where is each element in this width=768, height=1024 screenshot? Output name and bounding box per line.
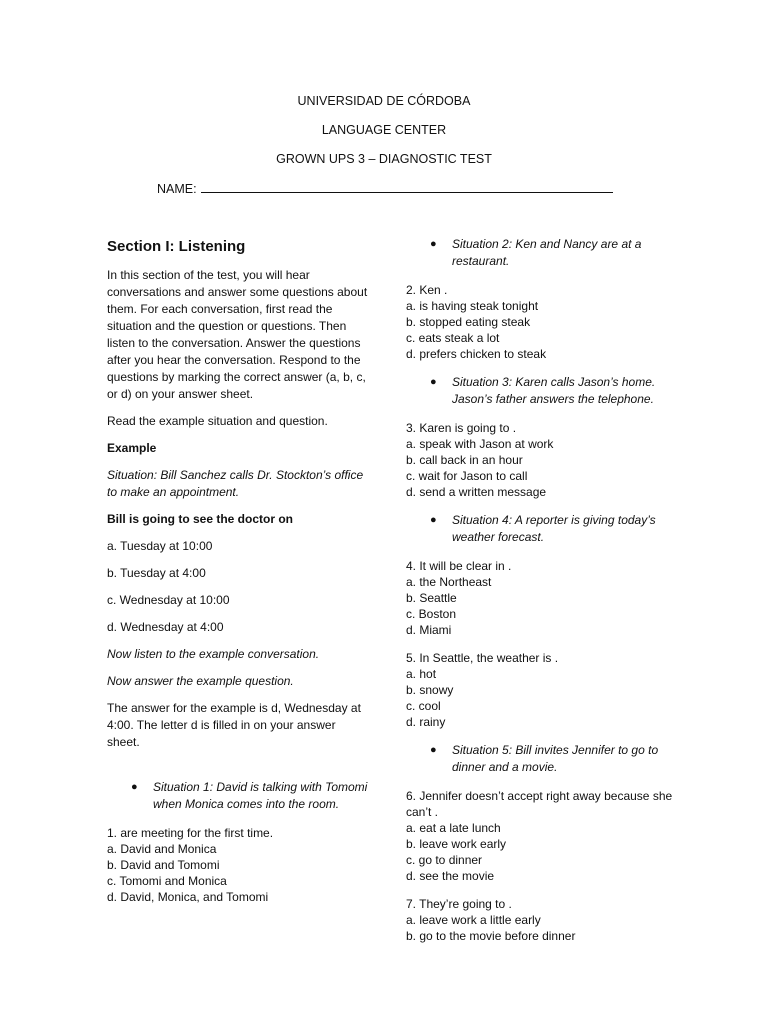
question-4 bbox=[406, 558, 676, 638]
answer-instruction: Now answer the example question. bbox=[107, 674, 294, 688]
bullet-icon: ● bbox=[430, 744, 437, 756]
answer-option: d. send a written message bbox=[406, 485, 547, 499]
answer-option: a. hot bbox=[406, 667, 437, 681]
situation-text: Situation 4: A reporter is giving today’s weather forecast. bbox=[452, 513, 656, 544]
answer-option: d. rainy bbox=[406, 715, 446, 729]
answer-option: b. call back in an hour bbox=[406, 453, 523, 467]
answer-option: d. prefers chicken to steak bbox=[406, 347, 547, 361]
bullet-icon: ● bbox=[430, 238, 437, 250]
situation-3 bbox=[406, 374, 676, 408]
situation-5 bbox=[406, 742, 676, 776]
situation-text: Situation 1: David is talking with Tomomi when Monica comes into the room. bbox=[153, 780, 368, 811]
name-field bbox=[157, 180, 613, 196]
question-1 bbox=[107, 825, 369, 905]
answer-option: d. David, Monica, and Tomomi bbox=[107, 890, 269, 904]
example-label: Example bbox=[107, 441, 157, 455]
situation-2 bbox=[406, 236, 676, 270]
test-title: GROWN UPS 3 – DIAGNOSTIC TEST bbox=[276, 152, 492, 166]
example-option: d. Wednesday at 4:00 bbox=[107, 620, 224, 634]
answer-option: c. wait for Jason to call bbox=[406, 469, 528, 483]
answer-option: c. go to dinner bbox=[406, 853, 483, 867]
answer-option: b. leave work early bbox=[406, 837, 507, 851]
answer-option: a. leave work a little early bbox=[406, 913, 541, 927]
read-example-line: Read the example situation and question. bbox=[107, 414, 328, 428]
answer-option: d. see the movie bbox=[406, 869, 495, 883]
bullet-icon: ● bbox=[430, 514, 437, 526]
question-stem: 3. Karen is going to . bbox=[406, 421, 517, 435]
left-column bbox=[107, 238, 369, 917]
question-3 bbox=[406, 420, 676, 500]
question-stem: 4. It will be clear in . bbox=[406, 559, 512, 573]
right-column bbox=[406, 236, 676, 956]
answer-option: b. snowy bbox=[406, 683, 454, 697]
example-option: a. Tuesday at 10:00 bbox=[107, 539, 213, 553]
question-5 bbox=[406, 650, 676, 730]
question-stem: 5. In Seattle, the weather is . bbox=[406, 651, 559, 665]
answer-option: d. Miami bbox=[406, 623, 452, 637]
example-question: Bill is going to see the doctor on bbox=[107, 512, 294, 526]
answer-option: b. go to the movie before dinner bbox=[406, 929, 576, 943]
answer-option: c. eats steak a lot bbox=[406, 331, 500, 345]
center-title: LANGUAGE CENTER bbox=[321, 123, 447, 137]
example-situation: Situation: Bill Sanchez calls Dr. Stockton’s office to make an appointment. bbox=[107, 468, 364, 499]
answer-option: b. David and Tomomi bbox=[107, 858, 220, 872]
question-stem: 7. They’re going to . bbox=[406, 897, 512, 911]
answer-option: a. is having steak tonight bbox=[406, 299, 539, 313]
answer-option: a. eat a late lunch bbox=[406, 821, 501, 835]
situation-4 bbox=[406, 512, 676, 546]
answer-option: a. the Northeast bbox=[406, 575, 492, 589]
example-option: b. Tuesday at 4:00 bbox=[107, 566, 206, 580]
section-title: Section I: Listening bbox=[107, 238, 246, 255]
bullet-icon: ● bbox=[430, 376, 437, 388]
question-stem: 6. Jennifer doesn’t accept right away because she can’t . bbox=[406, 789, 673, 819]
situation-text: Situation 2: Ken and Nancy are at a restaurant. bbox=[452, 237, 642, 268]
situation-1 bbox=[107, 779, 369, 813]
question-6 bbox=[406, 788, 676, 884]
answer-option: a. David and Monica bbox=[107, 842, 217, 856]
example-option: c. Wednesday at 10:00 bbox=[107, 593, 230, 607]
answer-option: c. cool bbox=[406, 699, 441, 713]
question-stem: 1. are meeting for the first time. bbox=[107, 826, 274, 840]
intro-paragraph: In this section of the test, you will hear conversations and answer some questions about them. For each conversation, first read the situation and the question or questions. Then listen to the conversation. Answer the questions after you hear the conversation. Respond to the questions by marking the correct answer (a, b, c, or d) on your answer sheet. bbox=[107, 268, 368, 401]
answer-option: b. Seattle bbox=[406, 591, 457, 605]
situation-text: Situation 3: Karen calls Jason’s home. Jason’s father answers the telephone. bbox=[452, 375, 656, 406]
listen-instruction: Now listen to the example conversation. bbox=[107, 647, 320, 661]
situation-text: Situation 5: Bill invites Jennifer to go to dinner and a movie. bbox=[452, 743, 659, 774]
answer-option: b. stopped eating steak bbox=[406, 315, 531, 329]
question-7 bbox=[406, 896, 676, 944]
bullet-icon: ● bbox=[131, 781, 138, 793]
question-stem: 2. Ken . bbox=[406, 283, 448, 297]
answer-option: a. speak with Jason at work bbox=[406, 437, 554, 451]
question-2 bbox=[406, 282, 676, 362]
name-label: NAME: bbox=[157, 182, 197, 196]
name-blank-line bbox=[201, 180, 613, 193]
answer-option: c. Boston bbox=[406, 607, 457, 621]
example-answer: The answer for the example is d, Wednesday at 4:00. The letter d is filled in on your answer sheet. bbox=[107, 701, 361, 749]
university-title: UNIVERSIDAD DE CÓRDOBA bbox=[297, 94, 471, 108]
answer-option: c. Tomomi and Monica bbox=[107, 874, 227, 888]
